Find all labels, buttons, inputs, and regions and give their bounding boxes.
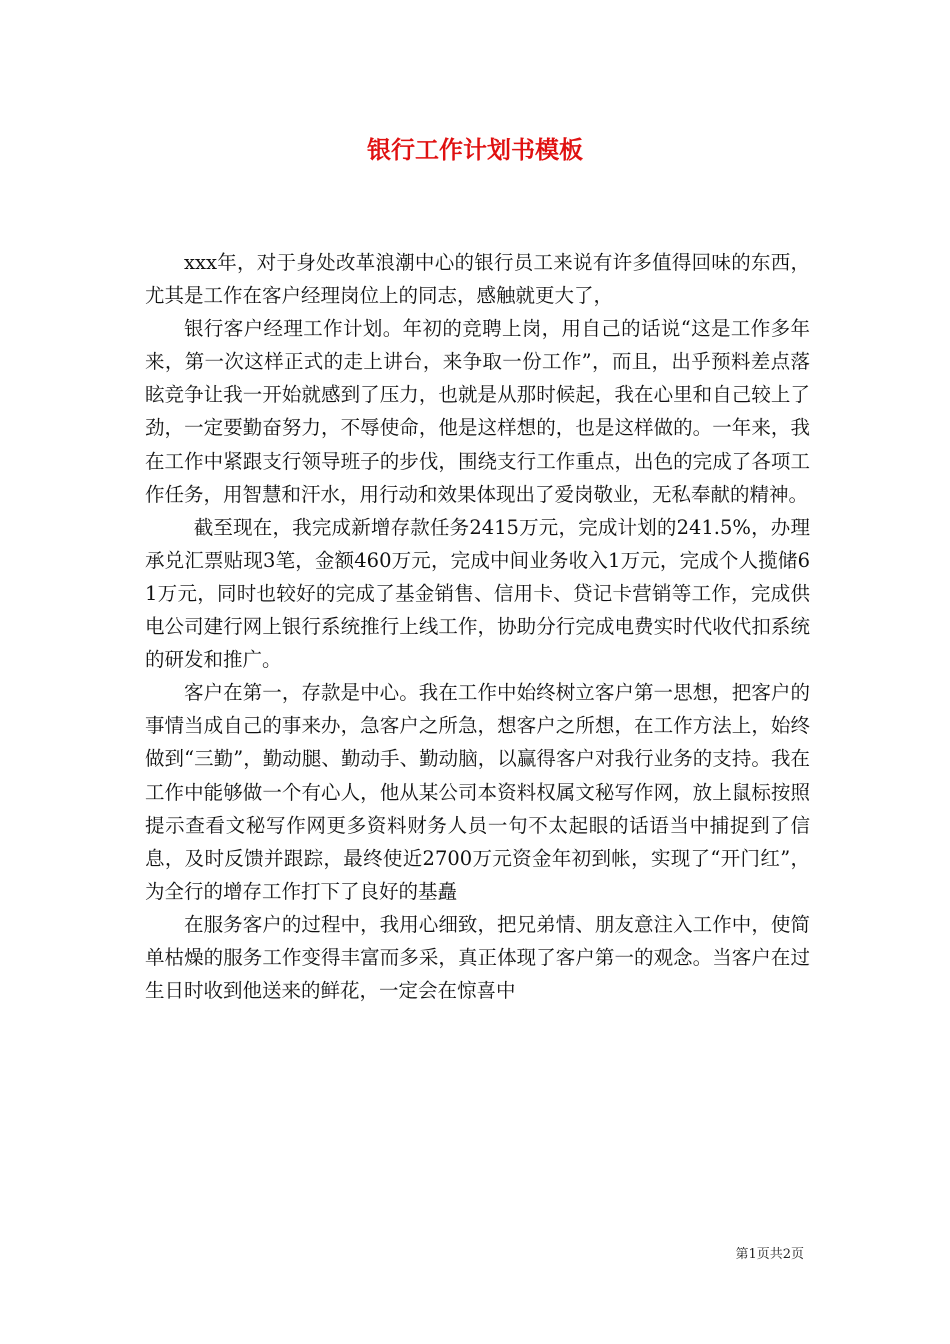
page-number: 第1页共2页	[735, 1247, 804, 1262]
paragraph-5: 在服务客户的过程中，我用心细致，把兄弟情、朋友意注入工作中，使简单枯燥的服务工作变得丰富而多采，真正体现了客户第一的观念。当客户在过生日时收到他送来的鲜花，一定会在惊喜中	[145, 912, 810, 1003]
paragraph-2: 银行客户经理工作计划。年初的竞聘上岗，用自己的话说“这是工作多年来，第一次这样正式的走上讲台，来争取一份工作”，而且，出乎预料差点落眩竞争让我一开始就感到了压力，也就是从那时候起，我在心里和自己较上了劲，一定要勤奋努力，不辱使命，他是这样想的，也是这样做的。一年来，我在工作中紧跟支行领导班子的步伐，围绕支行工作重点，出色的完成了各项工作任务，用智慧和汗水，用行动和效果体现出了爱岗敬业，无私奉献的精神。	[145, 317, 810, 506]
page-title: 银行工作计划书模板	[367, 135, 583, 164]
document-body	[145, 246, 810, 1007]
paragraph-3: 截至现在，我完成新增存款任务2415万元，完成计划的241.5%，办理承兑汇票贴现3笔，金额460万元，完成中间业务收入1万元，完成个人揽储61万元，同时也较好的完成了基金销售、信用卡、贷记卡营销等工作，完成供电公司建行网上银行系统推行上线工作，协助分行完成电费实时代收代扣系统的研发和推广。	[145, 515, 810, 672]
paragraph-1: xxx年，对于身处改革浪潮中心的银行员工来说有许多值得回味的东西，尤其是工作在客户经理岗位上的同志，感触就更大了，	[145, 251, 810, 308]
paragraph-4: 客户在第一，存款是中心。我在工作中始终树立客户第一思想，把客户的事情当成自己的事来办，急客户之所急，想客户之所想，在工作方法上，始终做到“三勤”，勤动腿、勤动手、勤动脑，以赢得客户对我行业务的支持。我在工作中能够做一个有心人，他从某公司本资料权属文秘写作网，放上鼠标按照提示查看文秘写作网更多资料财务人员一句不太起眼的话语当中捕捉到了信息，及时反馈并跟踪，最终使近2700万元资金年初到帐，实现了“开门红”，为全行的增存工作打下了良好的基矗	[145, 681, 810, 903]
